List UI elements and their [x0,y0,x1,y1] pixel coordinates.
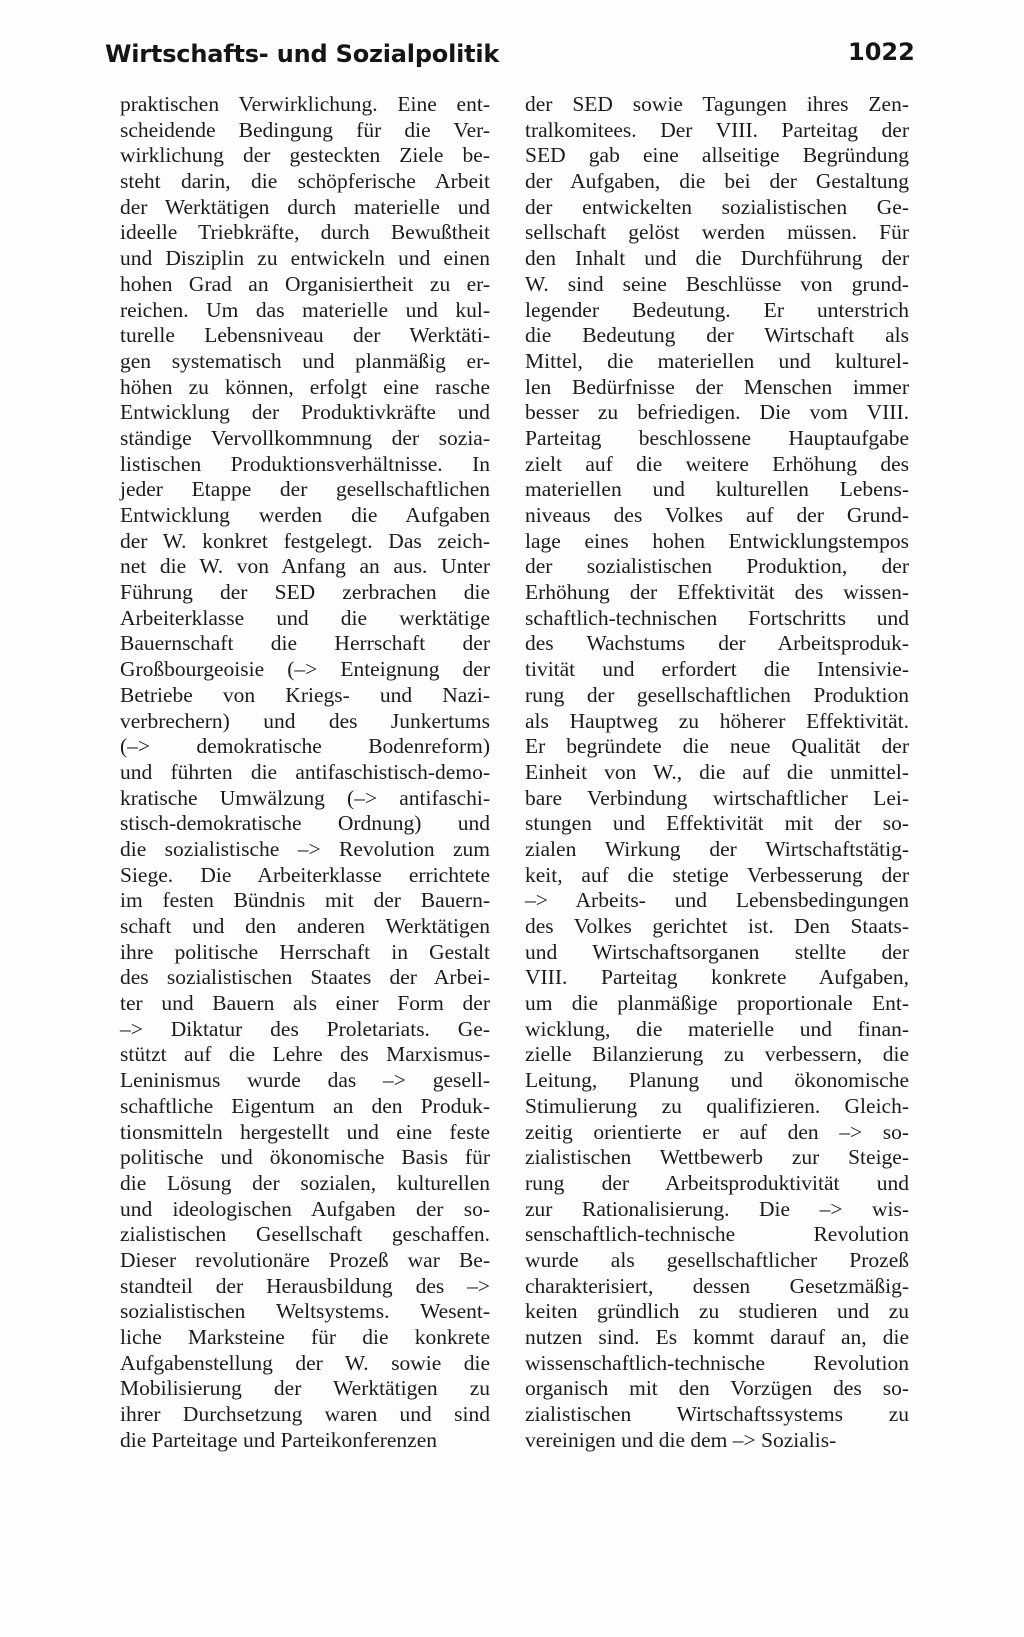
text-line: Leninismus wurde das –> gesell- [120,1068,490,1093]
text-line: tralkomitees. Der VIII. Parteitag der [525,117,909,142]
text-line: keiten gründlich zu studieren und zu [525,1299,909,1324]
text-line: standteil der Herausbildung des –> [120,1273,490,1298]
text-line: rung der gesellschaftlichen Produktion [525,682,909,707]
text-line: zur Rationalisierung. Die –> wis- [525,1196,909,1221]
text-line: zielle Bilanzierung zu verbessern, die [525,1042,909,1067]
text-line: keit, auf die stetige Verbesserung der [525,862,909,887]
text-line: des Wachstums der Arbeitsproduk- [525,631,909,656]
text-line: zialen Wirkung der Wirtschaftstätig- [525,836,909,861]
text-line: Mittel, die materiellen und kulturel- [525,348,909,373]
text-line: sellschaft gelöst werden müssen. Für [525,220,909,245]
text-line: charakterisiert, dessen Gesetzmäßig- [525,1273,909,1298]
text-line: organisch mit den Vorzügen des so- [525,1376,909,1401]
text-line: turelle Lebensniveau der Werktäti- [120,323,490,348]
text-line: listischen Produktionsverhältnisse. In [120,451,490,476]
text-line: die sozialistische –> Revolution zum [120,836,490,861]
left-text-column [120,92,490,1453]
text-line: reichen. Um das materielle und kul- [120,297,490,322]
text-line: gen systematisch und planmäßig er- [120,348,490,373]
text-line: zialistischen Wirtschaftssystems zu [525,1402,909,1427]
page-number: 1022 [848,38,915,66]
text-line: des sozialistischen Staates der Arbei- [120,965,490,990]
text-line: die Bedeutung der Wirtschaft als [525,323,909,348]
text-line: rung der Arbeitsproduktivität und [525,1170,909,1195]
page-title: Wirtschafts- und Sozialpolitik [105,40,500,68]
text-line: legender Bedeutung. Er unterstrich [525,297,909,322]
text-line: tivität und erfordert die Intensivie- [525,657,909,682]
text-line: liche Marksteine für die konkrete [120,1325,490,1349]
text-line: sozialistischen Weltsystems. Wesent- [120,1299,490,1324]
text-line: stungen und Effektivität mit der so- [525,811,909,836]
text-line: wirklichung der gesteckten Ziele be- [120,143,490,168]
text-line: scheidende Bedingung für die Ver- [120,117,490,142]
text-line: VIII. Parteitag konkrete Aufgaben, [525,965,909,990]
text-line: Großbourgeoisie (–> Enteignung der [120,657,490,682]
text-line: praktischen Verwirklichung. Eine ent- [120,92,490,116]
text-line: um die planmäßige proportionale Ent- [525,991,909,1016]
text-line: Stimulierung zu qualifizieren. Gleich- [525,1093,909,1118]
text-line: politische und ökonomische Basis für [120,1145,490,1170]
text-line: zielt auf die weitere Erhöhung des [525,451,909,476]
text-line: Leitung, Planung und ökonomische [525,1068,909,1093]
text-line: bare Verbindung wirtschaftlicher Lei- [525,785,909,810]
text-line: stützt auf die Lehre des Marxismus- [120,1042,490,1067]
text-line: der SED sowie Tagungen ihres Zen- [525,92,909,116]
text-line: jeder Etappe der gesellschaftlichen [120,477,490,502]
text-line: höhen zu können, erfolgt eine rasche [120,374,490,399]
text-line: kratische Umwälzung (–> antifaschi- [120,785,490,810]
text-line: W. sind seine Beschlüsse von grund- [525,271,909,296]
text-line: der entwickelten sozialistischen Ge- [525,194,909,219]
text-line: ter und Bauern als einer Form der [120,991,490,1016]
text-line: SED gab eine allseitige Begründung [525,143,909,168]
text-line: stisch-demokratische Ordnung) und [120,811,490,836]
text-line: die Lösung der sozialen, kulturellen [120,1170,490,1195]
text-line: Entwicklung werden die Aufgaben [120,503,490,527]
text-line: Siege. Die Arbeiterklasse errichtete [120,862,490,887]
text-line: im festen Bündnis mit der Bauern- [120,888,490,913]
text-line: und Disziplin zu entwickeln und einen [120,246,490,271]
text-line: net die W. von Anfang an aus. Unter [120,554,490,579]
text-line: –> Arbeits- und Lebensbedingungen [525,888,909,913]
text-line: –> Diktatur des Proletariats. Ge- [120,1016,490,1041]
text-line: materiellen und kulturellen Lebens- [525,477,909,502]
text-line: wissenschaftlich-technische Revolution [525,1350,909,1375]
text-line: Erhöhung der Effektivität des wissen- [525,580,909,605]
text-line: (–> demokratische Bodenreform) [120,734,490,759]
text-line: Einheit von W., die auf die unmittel- [525,759,909,784]
text-line: tionsmitteln hergestellt und eine feste [120,1119,490,1144]
text-line: des Volkes gerichtet ist. Den Staats- [525,914,909,938]
text-line: die Parteitage und Parteikonferenzen [120,1427,437,1452]
text-line: Entwicklung der Produktivkräfte und [120,400,490,425]
text-line: schaft und den anderen Werktätigen [120,914,490,938]
text-line: den Inhalt und die Durchführung der [525,246,909,271]
text-line: als Hauptweg zu höherer Effektivität. [525,708,909,733]
text-line: Er begründete die neue Qualität der [525,734,909,759]
text-line: len Bedürfnisse der Menschen immer [525,374,909,399]
text-line: wicklung, die materielle und finan- [525,1016,909,1041]
text-line: Arbeiterklasse und die werktätige [120,605,490,630]
text-line: schaftlich-technischen Fortschritts und [525,605,909,630]
text-line: senschaftlich-technische Revolution [525,1222,909,1247]
text-line: zialistischen Gesellschaft geschaffen. [120,1222,490,1247]
text-line: hohen Grad an Organisiertheit zu er- [120,271,490,296]
text-line: lage eines hohen Entwicklungstempos [525,528,909,553]
text-line: der Aufgaben, die bei der Gestaltung [525,169,909,194]
text-line: schaftliche Eigentum an den Produk- [120,1093,490,1118]
text-line: Dieser revolutionäre Prozeß war Be- [120,1247,490,1272]
right-text-column [525,92,909,1453]
text-line: Führung der SED zerbrachen die [120,580,490,605]
text-line: ihrer Durchsetzung waren und sind [120,1402,490,1427]
text-line: zeitig orientierte er auf den –> so- [525,1119,909,1144]
text-line: ständige Vervollkommnung der sozia- [120,425,490,450]
text-line: und Wirtschaftsorganen stellte der [525,939,909,964]
text-line: Parteitag beschlossene Hauptaufgabe [525,425,909,450]
text-line: wurde als gesellschaftlicher Prozeß [525,1247,909,1272]
text-line: steht darin, die schöpferische Arbeit [120,169,490,194]
text-line: Aufgabenstellung der W. sowie die [120,1350,490,1375]
text-line: Betriebe von Kriegs- und Nazi- [120,682,490,707]
text-line: verbrechern) und des Junkertums [120,708,490,733]
text-line: der W. konkret festgelegt. Das zeich- [120,528,490,553]
text-line: niveaus des Volkes auf der Grund- [525,503,909,527]
text-line: Mobilisierung der Werktätigen zu [120,1376,490,1401]
text-line: ihre politische Herrschaft in Gestalt [120,939,490,964]
text-line: zialistischen Wettbewerb zur Steige- [525,1145,909,1170]
text-line: ideelle Triebkräfte, durch Bewußtheit [120,220,490,245]
text-line: nutzen sind. Es kommt darauf an, die [525,1325,909,1349]
text-line: besser zu befriedigen. Die vom VIII. [525,400,909,425]
text-line: der sozialistischen Produktion, der [525,554,909,579]
text-line: vereinigen und die dem –> Sozialis- [525,1427,837,1452]
text-line: Bauernschaft die Herrschaft der [120,631,490,656]
text-line: und führten die antifaschistisch-demo- [120,759,490,784]
text-line: und ideologischen Aufgaben der so- [120,1196,490,1221]
text-line: der Werktätigen durch materielle und [120,194,490,219]
